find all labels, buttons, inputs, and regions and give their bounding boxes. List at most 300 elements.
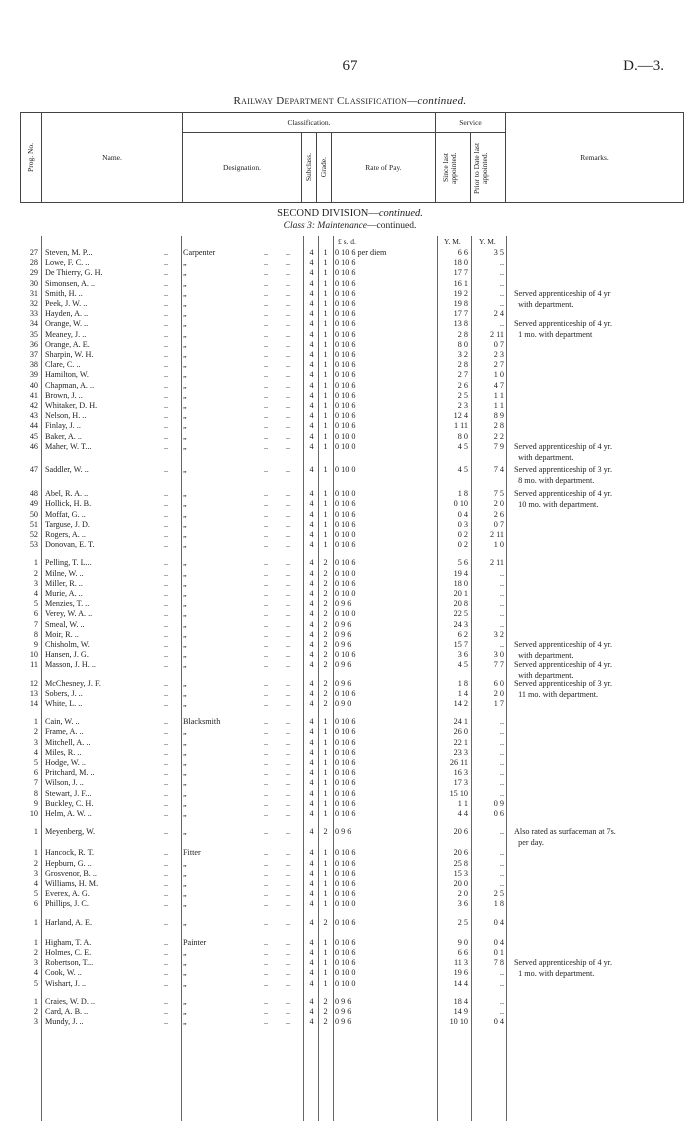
leader-dots: .. <box>164 288 169 298</box>
row-designation: „ <box>183 609 187 619</box>
row-subclass: 4 <box>309 1007 314 1016</box>
row-grade: 1 <box>323 889 328 899</box>
row-rate: 0 10 0 <box>335 589 356 598</box>
row-number: 5 <box>33 758 38 767</box>
row-subclass: 4 <box>309 899 314 909</box>
row-since-last: 18 4 <box>453 996 468 1006</box>
leader-dots: .. <box>286 465 291 474</box>
leader-dots: .. <box>286 848 291 858</box>
leader-dots: .. <box>164 578 169 588</box>
row-name: Hancock, R. T. <box>45 848 95 858</box>
leader-dots: .. <box>264 278 269 288</box>
row-remarks-cont: 8 mo. with department. <box>514 476 595 485</box>
row-subclass: 4 <box>309 299 314 308</box>
row-name: Simonsen, A. .. <box>45 278 96 288</box>
row-remarks: Served apprenticeship of 4 yr. <box>514 441 612 451</box>
leader-dots: .. <box>164 309 169 319</box>
row-grade: 1 <box>323 937 328 947</box>
row-number: 38 <box>29 360 38 370</box>
row-rate: 0 10 6 <box>335 758 356 767</box>
row-since-last: 3 2 <box>457 350 468 359</box>
table-row <box>0 826 700 848</box>
leader-dots: .. <box>164 678 169 688</box>
row-grade: 1 <box>323 899 328 909</box>
row-number: 37 <box>29 350 38 359</box>
row-prior: .. <box>499 609 504 619</box>
row-since-last: 0 10 <box>453 499 468 509</box>
row-grade: 1 <box>323 798 328 808</box>
row-name: Finlay, J. .. <box>45 421 81 431</box>
row-name: Murie, A. .. <box>45 589 83 598</box>
row-subclass: 4 <box>309 968 314 978</box>
row-prior: 0 7 <box>493 339 504 349</box>
header-name: Name. <box>42 113 183 203</box>
leader-dots: .. <box>286 370 291 380</box>
row-grade: 1 <box>323 747 328 757</box>
row-subclass: 4 <box>309 530 314 539</box>
leader-dots: .. <box>264 660 269 670</box>
row-since-last: 4 5 <box>457 660 468 670</box>
row-name: De Thierry, G. H. <box>45 268 103 278</box>
row-subclass: 4 <box>309 441 314 451</box>
row-subclass: 4 <box>309 848 314 858</box>
leader-dots: .. <box>164 747 169 757</box>
row-number: 27 <box>29 248 38 257</box>
leader-dots: .. <box>286 809 291 818</box>
row-designation: „ <box>183 678 187 688</box>
row-rate: 0 10 6 <box>335 747 356 757</box>
row-subclass: 4 <box>309 868 314 878</box>
row-designation: „ <box>183 978 187 988</box>
row-rate: 0 10 0 <box>335 530 356 539</box>
row-since-last: 2 8 <box>457 360 468 370</box>
row-since-last: 23 3 <box>453 747 468 757</box>
row-since-last: 11 3 <box>453 958 468 968</box>
row-designation: „ <box>183 380 187 390</box>
leader-dots: .. <box>286 629 291 639</box>
row-designation: „ <box>183 299 187 308</box>
row-rate: 0 10 6 <box>335 401 356 410</box>
leader-dots: .. <box>264 578 269 588</box>
row-grade: 1 <box>323 258 328 268</box>
row-subclass: 4 <box>309 309 314 319</box>
leader-dots: .. <box>164 350 169 359</box>
row-prior: 1 0 <box>493 370 504 380</box>
row-rate: 0 10 0 <box>335 899 356 909</box>
class-suffix: —continued. <box>367 221 417 231</box>
row-number: 41 <box>29 390 38 400</box>
row-prior: .. <box>499 788 504 798</box>
leader-dots: .. <box>286 640 291 649</box>
row-designation: „ <box>183 650 187 660</box>
row-prior: .. <box>499 568 504 578</box>
row-subclass: 4 <box>309 619 314 629</box>
row-since-last: 20 6 <box>453 827 468 837</box>
row-since-last: 2 6 <box>457 380 468 390</box>
row-rate: 0 10 6 <box>335 499 356 509</box>
row-prior: 2 5 <box>493 889 504 899</box>
row-name: Orange, W. .. <box>45 319 89 329</box>
row-rate: 0 10 0 <box>335 609 356 619</box>
row-grade: 2 <box>323 629 328 639</box>
leader-dots: .. <box>264 421 269 431</box>
row-designation: „ <box>183 421 187 431</box>
row-prior: .. <box>499 288 504 298</box>
row-grade: 2 <box>323 660 328 670</box>
row-designation: „ <box>183 360 187 370</box>
row-designation: „ <box>183 858 187 868</box>
leader-dots: .. <box>164 339 169 349</box>
row-grade: 1 <box>323 421 328 431</box>
row-rate: 0 10 6 <box>335 948 356 957</box>
row-name: Menzies, T. .. <box>45 599 90 609</box>
row-designation: „ <box>183 258 187 268</box>
row-designation: „ <box>183 758 187 767</box>
leader-dots: .. <box>264 727 269 737</box>
row-number: 46 <box>29 441 38 451</box>
row-remarks: Also rated as surfaceman at 7s. <box>514 827 616 837</box>
row-since-last: 2 7 <box>457 370 468 380</box>
row-subclass: 4 <box>309 827 314 837</box>
row-rate: 0 10 6 <box>335 858 356 868</box>
row-grade: 1 <box>323 727 328 737</box>
row-rate: 0 10 6 <box>335 350 356 359</box>
row-prior: .. <box>499 727 504 737</box>
row-grade: 1 <box>323 848 328 858</box>
row-rate: 0 10 6 <box>335 540 356 550</box>
leader-dots: .. <box>264 827 269 837</box>
row-designation: „ <box>183 958 187 968</box>
row-prior: 1 0 <box>493 540 504 550</box>
leader-dots: .. <box>286 350 291 359</box>
row-prior: 0 4 <box>493 917 504 927</box>
row-name: Williams, H. M. <box>45 879 99 888</box>
row-prior: 2 7 <box>493 360 504 370</box>
row-designation: „ <box>183 530 187 539</box>
row-name: Maher, W. T... <box>45 441 92 451</box>
division-heading-text: SECOND DIVISION— <box>277 208 379 219</box>
row-subclass: 4 <box>309 889 314 899</box>
row-since-last: 8 0 <box>457 431 468 441</box>
row-name: Wilson, J. .. <box>45 778 84 788</box>
row-subclass: 4 <box>309 778 314 788</box>
class-name: Maintenance <box>317 221 368 231</box>
leader-dots: .. <box>286 1017 291 1027</box>
row-subclass: 4 <box>309 519 314 529</box>
row-prior: 7 5 <box>493 489 504 499</box>
row-grade: 1 <box>323 288 328 298</box>
row-prior: 3 0 <box>493 650 504 660</box>
row-subclass: 4 <box>309 609 314 619</box>
row-since-last: 14 4 <box>453 978 468 988</box>
leader-dots: .. <box>164 268 169 278</box>
row-grade: 1 <box>323 509 328 519</box>
row-subclass: 4 <box>309 558 314 568</box>
row-prior: 0 4 <box>493 1017 504 1027</box>
row-designation: „ <box>183 519 187 529</box>
row-prior: 7 9 <box>493 441 504 451</box>
row-designation: „ <box>183 370 187 380</box>
row-number: 3 <box>33 578 38 588</box>
row-name: Chapman, A. .. <box>45 380 95 390</box>
leader-dots: .. <box>286 329 291 339</box>
leader-dots: .. <box>264 268 269 278</box>
row-remarks: Served apprenticeship of 4 yr. <box>514 958 612 968</box>
division-heading-suffix: continued. <box>378 208 423 219</box>
row-rate: 0 10 6 <box>335 798 356 808</box>
row-grade: 2 <box>323 917 328 927</box>
row-name: Hayden, A. .. <box>45 309 89 319</box>
row-designation: „ <box>183 827 187 837</box>
row-designation: „ <box>183 499 187 509</box>
table-row <box>0 441 700 462</box>
row-subclass: 4 <box>309 431 314 441</box>
row-prior: 2 4 <box>493 309 504 319</box>
row-since-last: 1 8 <box>457 678 468 688</box>
row-since-last: 6 6 <box>457 248 468 257</box>
leader-dots: .. <box>264 937 269 947</box>
row-subclass: 4 <box>309 879 314 888</box>
row-number: 1 <box>33 558 38 568</box>
row-name: Saddler, W. .. <box>45 465 89 474</box>
row-number: 13 <box>29 688 38 698</box>
row-rate: 0 10 6 <box>335 411 356 421</box>
row-grade: 1 <box>323 278 328 288</box>
row-grade: 1 <box>323 778 328 788</box>
row-prior: .. <box>499 640 504 649</box>
row-name: Stewart, J. F... <box>45 788 92 798</box>
row-designation: „ <box>183 747 187 757</box>
row-designation: „ <box>183 309 187 319</box>
row-rate: 0 10 6 <box>335 288 356 298</box>
row-subclass: 4 <box>309 747 314 757</box>
row-since-last: 16 3 <box>453 768 468 778</box>
leader-dots: .. <box>164 519 169 529</box>
table-row <box>0 464 700 485</box>
row-subclass: 4 <box>309 958 314 968</box>
row-subclass: 4 <box>309 329 314 339</box>
row-number: 7 <box>33 778 38 788</box>
row-designation: „ <box>183 319 187 329</box>
leader-dots: .. <box>286 540 291 550</box>
row-number: 1 <box>33 937 38 947</box>
row-number: 34 <box>29 319 38 329</box>
row-name: Baker, A. .. <box>45 431 82 441</box>
leader-dots: .. <box>286 827 291 837</box>
leader-dots: .. <box>264 699 269 708</box>
row-rate: 0 10 6 <box>335 558 356 568</box>
leader-dots: .. <box>164 1007 169 1016</box>
row-subclass: 4 <box>309 339 314 349</box>
row-designation: Fitter <box>183 848 201 858</box>
row-subclass: 4 <box>309 917 314 927</box>
row-grade: 2 <box>323 558 328 568</box>
leader-dots: .. <box>286 699 291 708</box>
row-name: Miles, R. .. <box>45 747 82 757</box>
row-designation: „ <box>183 727 187 737</box>
row-rate: 0 10 6 <box>335 788 356 798</box>
row-grade: 1 <box>323 809 328 818</box>
row-subclass: 4 <box>309 360 314 370</box>
row-subclass: 4 <box>309 788 314 798</box>
leader-dots: .. <box>264 809 269 818</box>
row-prior: 2 2 <box>493 431 504 441</box>
leader-dots: .. <box>286 948 291 957</box>
row-grade: 1 <box>323 958 328 968</box>
row-grade: 2 <box>323 827 328 837</box>
leader-dots: .. <box>164 1017 169 1027</box>
row-number: 48 <box>29 489 38 499</box>
row-prior: 2 11 <box>489 329 504 339</box>
row-prior: .. <box>499 758 504 767</box>
row-since-last: 6 6 <box>457 948 468 957</box>
leader-dots: .. <box>264 509 269 519</box>
leader-dots: .. <box>264 958 269 968</box>
row-name: Meyenberg, W. <box>45 827 96 837</box>
header-service: Service <box>436 113 506 133</box>
row-since-last: 17 3 <box>453 778 468 788</box>
leader-dots: .. <box>264 640 269 649</box>
leader-dots: .. <box>264 650 269 660</box>
row-subclass: 4 <box>309 937 314 947</box>
leader-dots: .. <box>164 248 169 257</box>
row-name: Rogers, A. .. <box>45 530 86 539</box>
leader-dots: .. <box>286 509 291 519</box>
row-grade: 1 <box>323 978 328 988</box>
row-designation: „ <box>183 339 187 349</box>
leader-dots: .. <box>286 968 291 978</box>
row-number: 50 <box>29 509 38 519</box>
row-rate: 0 10 0 <box>335 441 356 451</box>
row-rate: 0 10 6 <box>335 390 356 400</box>
row-designation: Carpenter <box>183 248 216 257</box>
row-subclass: 4 <box>309 688 314 698</box>
row-since-last: 8 0 <box>457 339 468 349</box>
leader-dots: .. <box>264 1007 269 1016</box>
leader-dots: .. <box>164 319 169 329</box>
row-since-last: 19 8 <box>453 299 468 308</box>
leader-dots: .. <box>264 411 269 421</box>
row-grade: 1 <box>323 948 328 957</box>
leader-dots: .. <box>164 278 169 288</box>
row-since-last: 6 2 <box>457 629 468 639</box>
row-name: Sobers, J. .. <box>45 688 83 698</box>
row-since-last: 2 3 <box>457 401 468 410</box>
row-prior: .. <box>499 599 504 609</box>
row-subclass: 4 <box>309 650 314 660</box>
row-since-last: 26 11 <box>449 758 468 767</box>
leader-dots: .. <box>164 421 169 431</box>
row-subclass: 4 <box>309 380 314 390</box>
row-rate: 0 10 0 <box>335 568 356 578</box>
leader-dots: .. <box>264 248 269 257</box>
leader-dots: .. <box>264 441 269 451</box>
row-remarks-cont: 1 mo. with department <box>514 330 593 340</box>
row-rate: 0 10 0 <box>335 465 356 474</box>
row-prior: .. <box>499 968 504 978</box>
leader-dots: .. <box>286 401 291 410</box>
leader-dots: .. <box>164 758 169 767</box>
row-subclass: 4 <box>309 319 314 329</box>
row-name: Meaney, J. .. <box>45 329 87 339</box>
row-subclass: 4 <box>309 350 314 359</box>
row-number: 8 <box>33 629 38 639</box>
row-name: Clare, C. .. <box>45 360 81 370</box>
row-designation: „ <box>183 688 187 698</box>
row-rate: 0 10 6 <box>335 278 356 288</box>
row-designation: „ <box>183 350 187 359</box>
row-rate: 0 10 6 <box>335 650 356 660</box>
row-rate: 0 10 6 <box>335 688 356 698</box>
row-subclass: 4 <box>309 678 314 688</box>
leader-dots: .. <box>264 339 269 349</box>
row-number: 1 <box>33 848 38 858</box>
row-rate: 0 10 6 <box>335 778 356 788</box>
row-name: Phillips, J. C. <box>45 899 89 909</box>
leader-dots: .. <box>264 370 269 380</box>
row-number: 14 <box>29 699 38 708</box>
row-since-last: 22 5 <box>453 609 468 619</box>
leader-dots: .. <box>264 258 269 268</box>
row-number: 51 <box>29 519 38 529</box>
row-number: 11 <box>30 660 38 670</box>
leader-dots: .. <box>286 917 291 927</box>
row-number: 30 <box>29 278 38 288</box>
row-name: Grosvenor, B. .. <box>45 868 97 878</box>
leader-dots: .. <box>286 441 291 451</box>
row-since-last: 18 0 <box>453 578 468 588</box>
row-number: 5 <box>33 889 38 899</box>
row-since-last: 3 6 <box>457 899 468 909</box>
row-designation: „ <box>183 401 187 410</box>
row-since-last: 20 0 <box>453 879 468 888</box>
row-prior: .. <box>499 299 504 308</box>
leader-dots: .. <box>264 778 269 788</box>
row-grade: 1 <box>323 319 328 329</box>
row-grade: 2 <box>323 589 328 598</box>
row-grade: 2 <box>323 619 328 629</box>
row-name: Helm, A. W. .. <box>45 809 92 818</box>
row-designation: „ <box>183 879 187 888</box>
leader-dots: .. <box>286 858 291 868</box>
leader-dots: .. <box>264 629 269 639</box>
row-designation: „ <box>183 768 187 778</box>
row-designation: „ <box>183 288 187 298</box>
header-designation: Designation. <box>183 133 302 203</box>
row-grade: 1 <box>323 879 328 888</box>
row-name: Moffat, G. .. <box>45 509 86 519</box>
row-since-last: 2 5 <box>457 917 468 927</box>
row-remarks-cont: with department. <box>514 671 574 681</box>
row-grade: 1 <box>323 268 328 278</box>
class-prefix: Class 3: <box>283 221 318 231</box>
header-remarks: Remarks. <box>506 113 684 203</box>
row-prior: .. <box>499 768 504 778</box>
row-number: 2 <box>33 858 38 868</box>
leader-dots: .. <box>286 660 291 670</box>
row-number: 4 <box>33 968 38 978</box>
row-grade: 1 <box>323 248 328 257</box>
row-number: 1 <box>33 717 38 727</box>
row-grade: 1 <box>323 788 328 798</box>
row-subclass: 4 <box>309 268 314 278</box>
row-number: 4 <box>33 589 38 598</box>
leader-dots: .. <box>286 958 291 968</box>
leader-dots: .. <box>164 809 169 818</box>
row-name: Holmes, C. E. <box>45 948 92 957</box>
row-since-last: 4 5 <box>457 465 468 474</box>
row-remarks: Served apprenticeship of 3 yr. <box>514 678 612 688</box>
